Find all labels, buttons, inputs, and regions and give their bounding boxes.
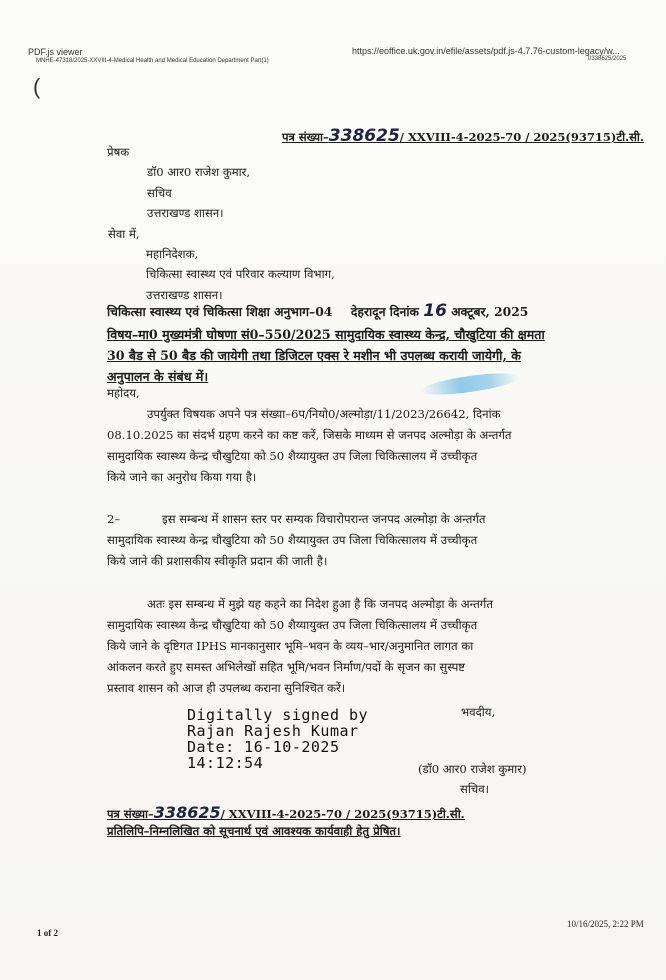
closing-name: (डॉ0 आर0 राजेश कुमार) [418, 762, 527, 776]
para1-line1: उपर्युक्त विषयक अपने पत्र संख्या–6प/नियो0/अल्मोड़ा/11/2023/26642, दिनांक [147, 407, 501, 421]
para2-line2: सामुदायिक स्वास्थ्य केन्द्र चौखुटिया को 50 शैय्यायुक्त उप जिला चिकित्सालय में उच्चीकृत [107, 533, 478, 547]
para3-line1: अतः इस सम्बन्ध में मुझे यह कहने का निदेश हुआ है कि जनपद अल्मोड़ा के अन्तर्गत [147, 597, 493, 611]
corner-note: I/338625/2025 [588, 56, 627, 62]
para3-line2: सामुदायिक स्वास्थ्य केन्द्र चौखुटिया को 50 शैय्यायुक्त उप जिला चिकित्सालय में उच्चीकृत [107, 618, 478, 632]
ref2-handwritten: 338625 [153, 803, 221, 822]
ref-number [282, 126, 644, 146]
sender-org: उत्तराखण्ड शासन। [147, 206, 224, 220]
date-day-handwritten: 16 [423, 301, 447, 321]
closing-regards: भवदीय, [461, 705, 496, 719]
file-info: MNHE-47318/2025-XXVIII-4-Medical Health and Medical Education Department Part(1) [36, 58, 269, 64]
recipient-name: महानिदेशक, [146, 247, 199, 261]
subject-line-2: 30 बैड से 50 बैड की जायेगी तथा डिजिटल एक्स रे मशीन भी उपलब्ध करायी जायेगी, के [107, 348, 521, 363]
para2-number: 2– [107, 512, 121, 526]
ref-prefix: पत्र संख्या– [282, 130, 329, 144]
margin-mark: ( [33, 74, 41, 99]
para2-line3: किये जाने की प्रशासकीय स्वीकृति प्रदान की जाती है। [107, 554, 328, 568]
copy-line: प्रतिलिपि–निम्नलिखित को सूचनार्थ एवं आवश्यक कार्यवाही हेतु प्रेषित। [107, 824, 401, 838]
date-month-year: अक्टूबर, 2025 [451, 304, 529, 319]
salutation: महोदय, [107, 386, 140, 400]
ref2-suffix: / XXVIII-4-2025-70 / 2025(93715)टी.सी. [220, 807, 465, 821]
subject-line-1: विषय–मा0 मुख्यमंत्री घोषणा सं0–550/2025 सामुदायिक स्वास्थ्य केन्द्र, चौखुटिया की क्षमता [107, 327, 545, 342]
viewer-label: PDF.js viewer [28, 47, 83, 57]
recipient-label: सेवा में, [108, 227, 140, 241]
sender-label: प्रेषक [107, 145, 130, 159]
dsig-line2: Rajan Rajesh Kumar [187, 722, 359, 740]
sender-name: डॉ0 आर0 राजेश कुमार, [147, 165, 251, 179]
para1-line3: सामुदायिक स्वास्थ्य केन्द्र चौखुटिया को 50 शैय्यायुक्त उप जिला चिकित्सालय में उच्चीकृत [107, 449, 478, 463]
dsig-line4: 14:12:54 [187, 754, 264, 772]
ref-handwritten: 338625 [328, 126, 400, 146]
subject-line-3: अनुपालन के संबंध में। [107, 369, 209, 384]
ref2-prefix: पत्र संख्या– [107, 807, 154, 821]
page-count: 1 of 2 [37, 928, 58, 938]
page-url: https://eoffice.uk.gov.in/efile/assets/pdf.js-4.7.76-custom-legacy/w... [352, 46, 620, 56]
para3-line4: आंकलन करते हुए समस्त अभिलेखों सहित भूमि/भवन निर्माण/पदों के सृजन का सुस्पष्ट [107, 660, 466, 674]
para2-line1: इस सम्बन्ध में शासन स्तर पर सम्यक विचारोपरान्त जनपद अल्मोड़ा के अन्तर्गत [162, 512, 486, 526]
ref-number-2 [107, 803, 465, 822]
section-name: चिकित्सा स्वास्थ्य एवं चिकित्सा शिक्षा अनुभाग–04 [107, 304, 333, 319]
place-date: देहरादून दिनांक [350, 304, 419, 319]
dsig-line3: Date: 16-10-2025 [187, 738, 340, 756]
para1-line2: 08.10.2025 का संदर्भ ग्रहण करने का कष्ट करें, जिसके माध्यम से जनपद अल्मोड़ा के अन्तर्गत [107, 428, 512, 442]
closing-designation: सचिव। [460, 782, 490, 796]
para1-line4: किये जाने का अनुरोध किया गया है। [107, 470, 257, 484]
recipient-dept: चिकित्सा स्वास्थ्य एवं परिवार कल्याण विभाग, [146, 267, 335, 281]
highlighter-mark [419, 369, 520, 399]
sender-designation: सचिव [147, 186, 172, 200]
para3-line3: किये जाने के दृष्टिगत IPHS मानकानुसार भूमि–भवन के व्यय–भार/अनुमानित लागत का [107, 639, 474, 653]
ref-suffix: / XXVIII-4-2025-70 / 2025(93715)टी.सी. [399, 130, 644, 144]
print-timestamp: 10/16/2025, 2:22 PM [567, 919, 644, 929]
section-date-line [107, 301, 528, 321]
para3-line5: प्रस्ताव शासन को आज ही उपलब्ध कराना सुनिश्चित करें। [107, 681, 346, 695]
dsig-line1: Digitally signed by [187, 706, 369, 724]
recipient-org: उत्तराखण्ड शासन। [146, 288, 223, 302]
